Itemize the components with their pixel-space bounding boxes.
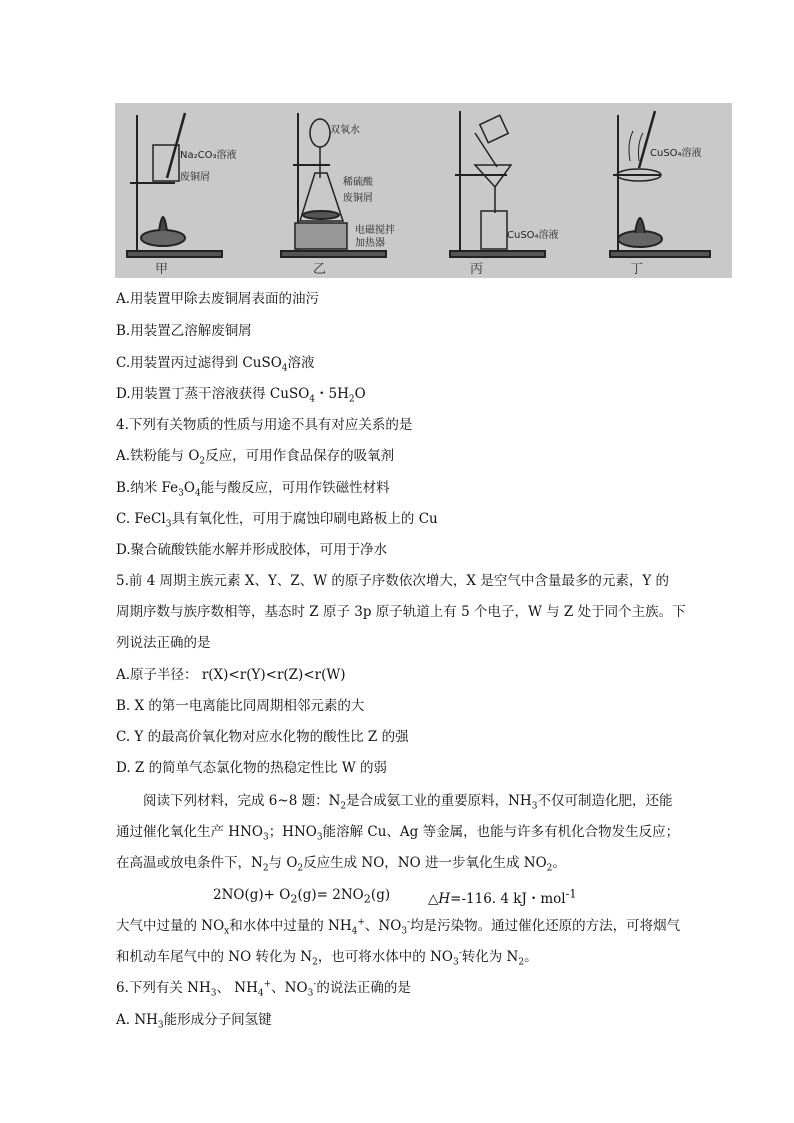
passage-line3: 在高温或放电条件下，$N_2$与 $O_2$反应生成 NO，NO 进一步氧化生成 $NO_2$。 [116, 855, 566, 874]
caption-yi: 乙 [313, 262, 327, 277]
caption-jia: 甲 [155, 262, 169, 277]
label-stirrer-2: 加热器 [355, 238, 385, 249]
q5-option-c: C. Y 的最高价氧化物对应水化物的酸性比 Z 的强 [116, 729, 409, 745]
label-ding-cuso4: CuSO₄溶液 [650, 148, 702, 159]
q5-stem-line1: 5.前 4 周期主族元素 X、Y、Z、W 的原子序数依次增大，X 是空气中含量最多的元素，Y 的 [116, 573, 670, 589]
q6-stem: 6.下列有关 $NH_3$、 $NH_4^+$、$NO_3^-$的说法正确的是 [116, 979, 411, 999]
caption-bing: 丙 [470, 262, 484, 277]
label-yi-scrap: 废铜屑 [343, 193, 373, 204]
q3-option-a: A.用装置甲除去废铜屑表面的油污 [116, 291, 320, 307]
q4-option-a: A.铁粉能与 $O_2$反应，可用作食品保存的吸氧剂 [116, 448, 395, 467]
apparatus-jia [127, 113, 222, 257]
apparatus-figure [115, 103, 732, 278]
passage-line1: 阅读下列材料，完成 6~8 题：$N_2$是合成氨工业的重要原料，$NH_3$不仅可制造化肥，还能 [143, 793, 673, 812]
q5-stem-line3: 列说法正确的是 [116, 635, 211, 651]
q4-option-b: B.纳米 $Fe_3O_4$能与酸反应，可用作铁磁性材料 [116, 480, 390, 499]
label-jia-scrap: 废铜屑 [180, 172, 210, 183]
q4-option-c: C. FeCl$_3$具有氧化性，可用于腐蚀印刷电路板上的 Cu [116, 511, 438, 530]
q3-option-c: C.用装置丙过滤得到 CuSO$_4$溶液 [116, 355, 315, 374]
q5-stem-line2: 周期序数与族序数相等，基态时 Z 原子 3p 原子轨道上有 5 个电子，W 与 Z 处于同个主族。下 [116, 604, 686, 620]
label-na2co3: Na₂CO₃溶液 [180, 150, 237, 161]
q5-option-d: D. Z 的简单气态氯化物的热稳定性比 W 的弱 [116, 760, 388, 776]
q6-option-a: A. $NH_3$能形成分子间氢键 [116, 1012, 272, 1031]
q5-option-a: A.原子半径： r(X)<r(Y)<r(Z)<r(W) [116, 667, 346, 683]
q5-option-b: B. X 的第一电离能比同周期相邻元素的大 [116, 698, 365, 714]
apparatus-drawing [115, 103, 732, 278]
label-bing-cuso4: CuSO₄溶液 [507, 230, 559, 241]
reaction-equation: $2NO(g)+ O_2(g)= 2NO_2(g)$ [213, 887, 391, 906]
q3-option-d: D.用装置丁蒸干溶液获得 CuSO$_4$・$5H_2O$ [116, 386, 366, 405]
caption-ding: 丁 [630, 262, 644, 277]
q3-option-b: B.用装置乙溶解废铜屑 [116, 323, 252, 339]
label-peroxide: 双氧水 [330, 125, 360, 136]
q4-stem: 4.下列有关物质的性质与用途不具有对应关系的是 [116, 417, 413, 433]
passage-line2: 通过催化氧化生产 $HNO_3$；$HNO_3$能溶解 Cu、Ag 等金属，也能与许多有机化合物发生反应； [116, 824, 680, 843]
apparatus-ding [610, 111, 710, 257]
enthalpy-change: △H=-116. 4 kJ・mol$^{-1}$ [428, 887, 577, 907]
label-acid: 稀硫酸 [343, 177, 373, 188]
passage-line5: 和机动车尾气中的 NO 转化为 $N_2$，也可将水体中的 $NO_3^-$转化为 $N_2$。 [116, 948, 538, 968]
passage-line4: 大气中过量的 $NO_x$和水体中过量的 $NH_4^+$、$NO_3^-$均是污染物。通过催化还原的方法，可将烟气 [116, 917, 681, 937]
q4-option-d: D.聚合硫酸铁能水解并形成胶体，可用于净水 [116, 542, 388, 558]
label-stirrer-1: 电磁搅拌 [355, 225, 395, 236]
